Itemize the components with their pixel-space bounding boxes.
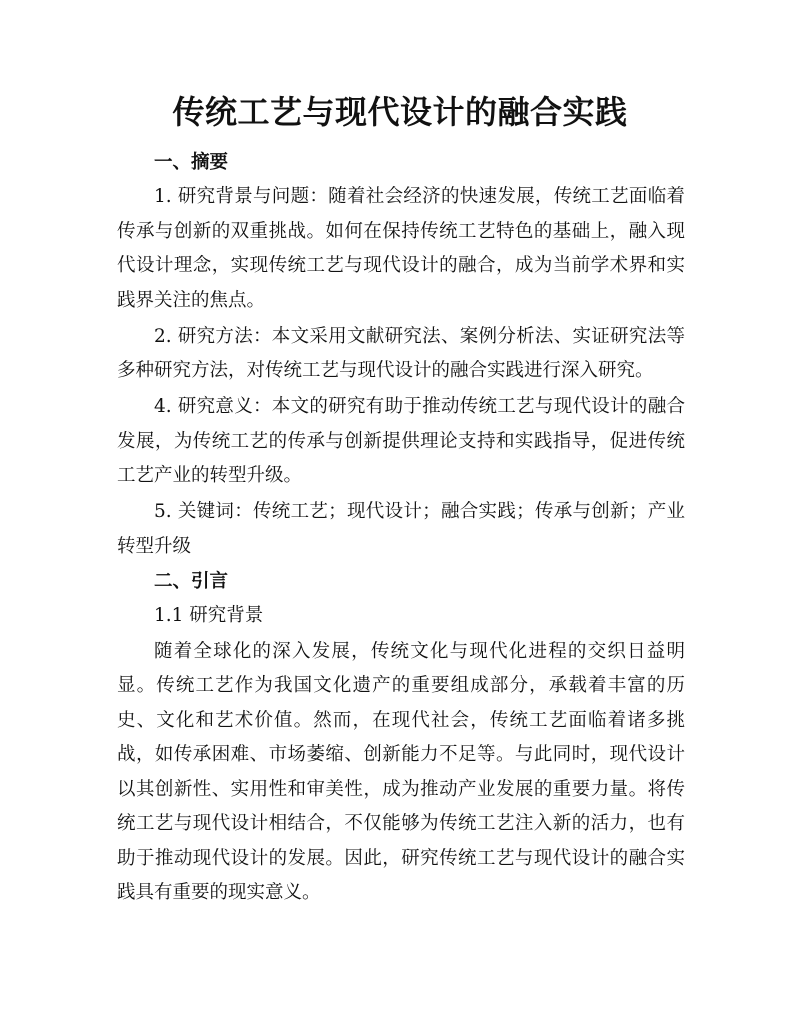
abstract-paragraph-methods: 2. 研究方法：本文采用文献研究法、案例分析法、实证研究法等多种研究方法，对传统工艺与现代设计的融合实践进行深入研究。 [117, 325, 685, 381]
section-heading-introduction: 二、引言 [154, 570, 229, 592]
subsection-heading-background: 1.1 研究背景 [154, 604, 264, 626]
abstract-paragraph-background: 1. 研究背景与问题：随着社会经济的快速发展，传统工艺面临着传承与创新的双重挑战。如何在保持传统工艺特色的基础上，融入现代设计理念，实现传统工艺与现代设计的融合，成为当前学术界和实践界关注的焦点。 [117, 186, 685, 311]
section-heading-abstract: 一、摘要 [154, 152, 229, 173]
abstract-paragraph-significance: 4. 研究意义：本文的研究有助于推动传统工艺与现代设计的融合发展，为传统工艺的传承与创新提供理论支持和实践指导，促进传统工艺产业的转型升级。 [117, 396, 685, 486]
abstract-paragraph-keywords: 5. 关键词：传统工艺；现代设计；融合实践；传承与创新；产业转型升级 [117, 501, 685, 557]
document-body [117, 147, 685, 912]
document-title: 传统工艺与现代设计的融合实践 [172, 93, 628, 131]
introduction-paragraph: 随着全球化的深入发展，传统文化与现代化进程的交织日益明显。传统工艺作为我国文化遗产的重要组成部分，承载着丰富的历史、文化和艺术价值。然而，在现代社会，传统工艺面临着诸多挑战，如传承困难、市场萎缩、创新能力不足等。与此同时，现代设计以其创新性、实用性和审美性，成为推动产业发展的重要力量。将传统工艺与现代设计相结合，不仅能够为传统工艺注入新的活力，也有助于推动现代设计的发展。因此，研究传统工艺与现代设计的融合实践具有重要的现实意义。 [117, 640, 685, 903]
